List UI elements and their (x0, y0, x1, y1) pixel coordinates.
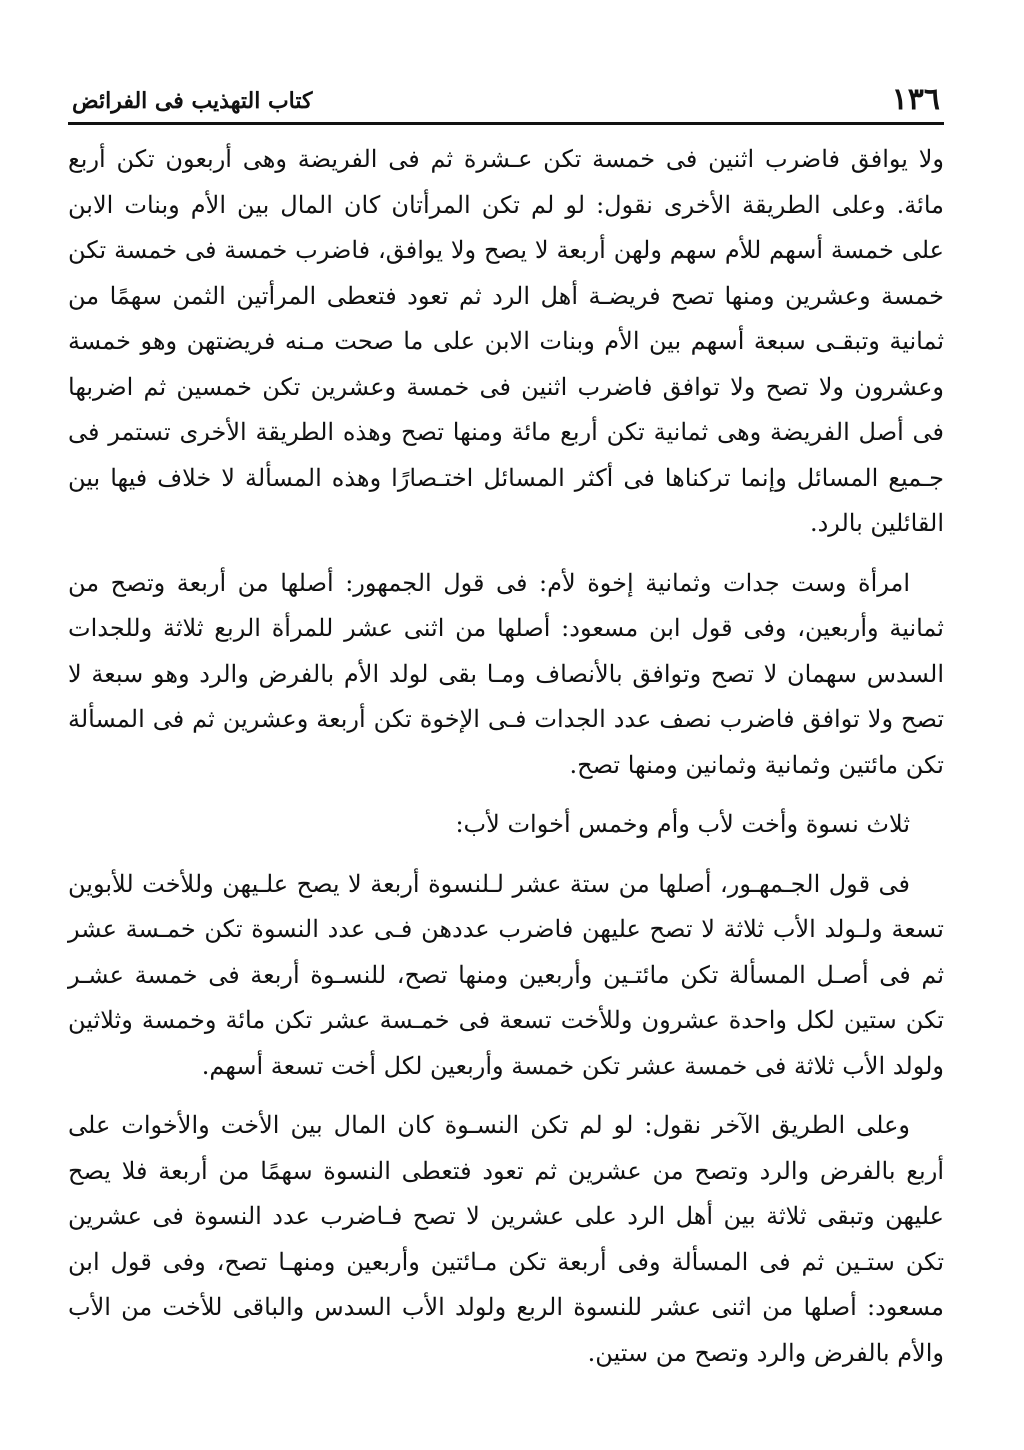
paragraph-majority-opinion: فى قول الجـمهـور، أصلها من ستة عشر لـلنسوة أربعة لا يصح علـيهن وللأخت للأبوين تسعة ولـولد الأب ثلاثة لا تصح عليهن فاضرب عددهن فـى عدد النسوة تكن خمـسة عشر ثم فى أصـل المسألة تكن مائتـين وأربعين ومنها تصح، للنسـوة أربعة فى خمسة عشـر تكن ستين لكل واحدة عشرون وللأخت تسعة فى خمـسة عشر تكن مائة وخمسة وثلاثين ولولد الأب ثلاثة فى خمسة عشر تكن خمسة وأربعين لكل أخت تسعة أسهم. (68, 869, 944, 1080)
running-header (68, 80, 944, 125)
body-text (68, 137, 944, 1376)
paragraph-alternative-method: وعلى الطريق الآخر نقول: لو لم تكن النسـوة كان المال بين الأخت والأخوات على أربع بالفرض والرد وتصح من عشرين ثم تعود فتعطى النسوة سهمًا من أربعة فلا يصح عليهن وتبقى ثلاثة بين أهل الرد على عشرين لا تصح فـاضرب عدد النسوة فى عشرين تكن ستـين ثم فى المسألة وفى أربعة تكن مـائتين وأربعين ومنهـا تصح، وفى قول ابن مسعود: أصلها من اثنى عشر للنسوة الربع ولولد الأب السدس والباقى للأخت من الأب والأم بالفرض والرد وتصح من ستين. (68, 1111, 944, 1367)
paragraph-wife-grandmothers-brothers: امرأة وست جدات وثمانية إخوة لأم: فى قول الجمهور: أصلها من أربعة وتصح من ثمانية وأربعين، وفى قول ابن مسعود: أصلها من اثنى عشر للمرأة الربع ثلاثة وللجدات السدس سهمان لا تصح وتوافق بالأنصاف ومـا بقى لولد الأم بالفرض والرد وهو سبعة لا تصح ولا توافق فاضرب نصف عدد الجدات فـى الإخوة تكن أربعة وعشرين ثم فى المسألة تكن مائتين وثمانية وثمانين ومنها تصح. (68, 568, 944, 779)
paragraph-case-heading: ثلاث نسوة وأخت لأب وأم وخمس أخوات لأب: (455, 810, 910, 838)
book-page (68, 80, 944, 1400)
paragraph-calculation-continued: ولا يوافق فاضرب اثنين فى خمسة تكن عـشرة ثم فى الفريضة وهى أربعون تكن أربع مائة. وعلى الطريقة الأخرى نقول: لو لم تكن المرأتان كان المال بين الأم وبنات الابن على خمسة أسهم للأم سهم ولهن أربعة لا يصح ولا يوافق، فاضرب خمسة فى خمسة تكن خمسة وعشرين ومنها تصح فريضـة أهل الرد ثم تعود فتعطى المرأتين الثمن سهمًا من ثمانية وتبقـى سبعة أسهم بين الأم وبنات الابن على ما صحت مـنه فريضتهن وهو خمسة وعشرون ولا تصح ولا توافق فاضرب اثنين فى خمسة وعشرين تكن خمسين ثم اضربها فى أصل الفريضة وهى ثمانية تكن أربع مائة ومنها تصح وهذه الطريقة الأخرى تستمر فى جـميع المسائل وإنما تركناها فى أكثر المسائل اختـصارًا وهذه المسألة لا خلاف فيها بين القائلين بالرد. (68, 145, 945, 537)
book-title: كتاب التهذيب فى الفرائض (72, 88, 313, 114)
page-number: ١٣٦ (891, 82, 940, 117)
